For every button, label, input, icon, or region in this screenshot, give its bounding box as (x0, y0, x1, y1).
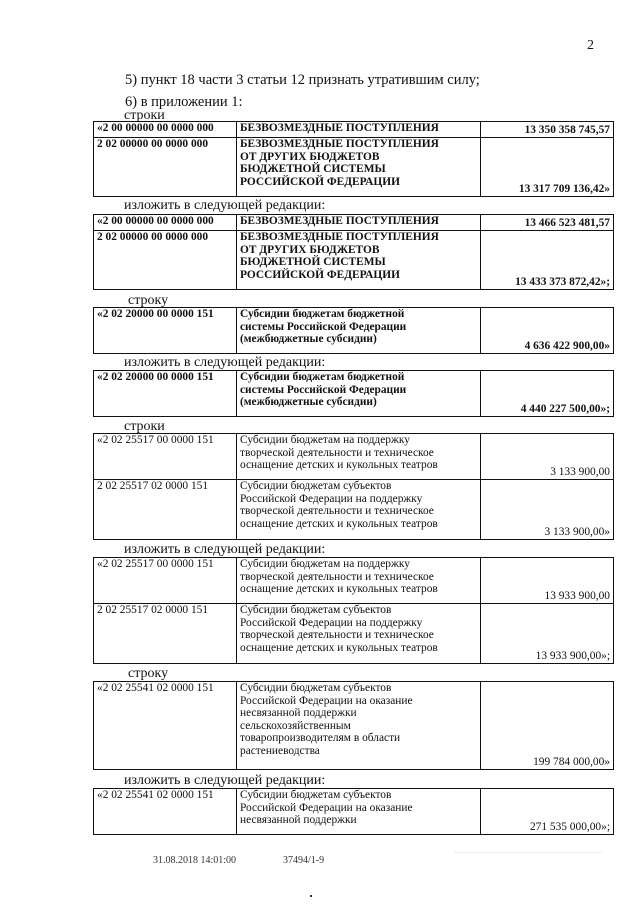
name-cell (237, 558, 481, 604)
name-line: БЕЗВОЗМЕЗДНЫЕ ПОСТУПЛЕНИЯ (240, 231, 439, 243)
name-cell (237, 480, 481, 540)
table-row (94, 682, 614, 770)
amount-cell: 3 133 900,00» (481, 480, 614, 540)
name-line: несвязанной поддержки (240, 814, 357, 827)
budget-table (93, 681, 614, 770)
name-line: Субсидии бюджетам субъектов (240, 604, 392, 616)
name-line: творческой деятельности и техническое (240, 629, 434, 642)
name-line: ОТ ДРУГИХ БЮДЖЕТОВ (240, 243, 380, 256)
amount-cell: 13 433 373 872,42»; (481, 231, 614, 290)
table-row (94, 138, 614, 197)
table-row (94, 308, 614, 354)
name-line: БЮДЖЕТНОЙ СИСТЕМЫ (240, 163, 386, 176)
budget-table (93, 214, 614, 290)
code-cell: «2 02 25517 00 0000 151 (94, 434, 237, 480)
block-label: строки (124, 419, 165, 434)
code-cell: «2 02 20000 00 0000 151 (94, 371, 237, 417)
name-line: БЕЗВОЗМЕЗДНЫЕ ПОСТУПЛЕНИЯ (240, 138, 439, 150)
footer-datetime: 31.08.2018 14:01:00 (153, 855, 237, 866)
name-line: (межбюджетные субсидии) (240, 333, 377, 346)
code-cell: 2 02 00000 00 0000 000 (94, 138, 237, 197)
name-line: Субсидии бюджетам бюджетной (240, 308, 405, 320)
name-cell (237, 138, 481, 197)
name-line: (межбюджетные субсидии) (240, 396, 377, 409)
name-cell (237, 789, 481, 835)
name-line: Российской Федерации на оказание (240, 801, 413, 814)
block-label: изложить в следующей редакции: (124, 198, 326, 213)
block-label: строки (124, 108, 165, 123)
amount-cell: 13 933 900,00»; (481, 604, 614, 664)
block-label: изложить в следующей редакции: (124, 542, 326, 557)
name-line: РОССИЙСКОЙ ФЕДЕРАЦИИ (240, 268, 400, 281)
block-label: строку (128, 666, 169, 681)
name-cell (237, 308, 481, 354)
name-line: БЕЗВОЗМЕЗДНЫЕ ПОСТУПЛЕНИЯ (240, 122, 439, 134)
name-line: Российской Федерации на поддержку (240, 492, 423, 505)
name-line: системы Российской Федерации (240, 383, 407, 396)
budget-table (93, 307, 614, 354)
name-cell (237, 604, 481, 664)
name-line: Субсидии бюджетам субъектов (240, 789, 392, 801)
amount-cell: 13 350 358 745,57 (481, 122, 614, 138)
budget-table (93, 788, 614, 835)
code-cell: «2 02 20000 00 0000 151 (94, 308, 237, 354)
name-line: оснащение детских и кукольных театров (240, 583, 438, 596)
paragraph-item-6: 6) в приложении 1: (125, 94, 243, 110)
name-cell (237, 682, 481, 770)
paragraph-item-5: 5) пункт 18 части 3 статьи 12 признать утратившим силу; (125, 72, 480, 88)
code-cell: 2 02 25517 02 0000 151 (94, 480, 237, 540)
name-line: оснащение детских и кукольных театров (240, 641, 438, 654)
block-label: строку (128, 293, 169, 308)
budget-table (93, 557, 614, 664)
name-line: творческой деятельности и техническое (240, 446, 434, 459)
table-row (94, 604, 614, 664)
code-cell: «2 02 25517 00 0000 151 (94, 558, 237, 604)
block-label: изложить в следующей редакции: (124, 355, 326, 370)
amount-cell: 199 784 000,00» (481, 682, 614, 770)
name-line: БЕЗВОЗМЕЗДНЫЕ ПОСТУПЛЕНИЯ (240, 215, 439, 227)
budget-table (93, 433, 614, 540)
amount-cell: 3 133 900,00 (481, 434, 614, 480)
name-cell (237, 215, 481, 231)
name-line: растениеводства (240, 744, 320, 757)
page-dot (310, 895, 312, 897)
name-line: системы Российской Федерации (240, 320, 407, 333)
name-line: РОССИЙСКОЙ ФЕДЕРАЦИИ (240, 175, 400, 188)
name-line: Субсидии бюджетам субъектов (240, 480, 392, 492)
name-line: сельскохозяйственным (240, 719, 351, 732)
footer-doc-id: 37494/1-9 (283, 855, 325, 866)
amount-cell: 271 535 000,00»; (481, 789, 614, 835)
amount-cell: 13 933 900,00 (481, 558, 614, 604)
name-line: несвязанной поддержки (240, 707, 357, 720)
name-line: Субсидии бюджетам бюджетной (240, 371, 405, 383)
amount-cell: 13 317 709 136,42» (481, 138, 614, 197)
block-label: изложить в следующей редакции: (124, 773, 326, 788)
table-row (94, 371, 614, 417)
budget-table (93, 121, 614, 197)
code-cell: 2 02 25517 02 0000 151 (94, 604, 237, 664)
table-row (94, 434, 614, 480)
footer-stamp-mark (454, 852, 604, 867)
name-line: творческой деятельности и техническое (240, 505, 434, 518)
name-line: Субсидии бюджетам на поддержку (240, 558, 410, 570)
name-cell (237, 434, 481, 480)
code-cell: «2 02 25541 02 0000 151 (94, 682, 237, 770)
table-row (94, 122, 614, 138)
table-row (94, 480, 614, 540)
name-line: оснащение детских и кукольных театров (240, 517, 438, 530)
name-line: ОТ ДРУГИХ БЮДЖЕТОВ (240, 150, 380, 163)
table-row (94, 558, 614, 604)
code-cell: «2 02 25541 02 0000 151 (94, 789, 237, 835)
name-cell (237, 371, 481, 417)
name-line: оснащение детских и кукольных театров (240, 459, 438, 472)
amount-cell: 4 636 422 900,00» (481, 308, 614, 354)
table-row (94, 231, 614, 290)
name-line: Российской Федерации на поддержку (240, 616, 423, 629)
amount-cell: 4 440 227 500,00»; (481, 371, 614, 417)
name-line: Российской Федерации на оказание (240, 694, 413, 707)
table-row (94, 789, 614, 835)
table-row (94, 215, 614, 231)
amount-cell: 13 466 523 481,57 (481, 215, 614, 231)
code-cell: 2 02 00000 00 0000 000 (94, 231, 237, 290)
name-cell (237, 122, 481, 138)
name-line: товаропроизводителям в области (240, 732, 401, 745)
page-number: 2 (587, 38, 594, 53)
name-cell (237, 231, 481, 290)
budget-table (93, 370, 614, 417)
name-line: Субсидии бюджетам субъектов (240, 682, 392, 694)
name-line: Субсидии бюджетам на поддержку (240, 434, 410, 446)
name-line: творческой деятельности и техническое (240, 570, 434, 583)
name-line: БЮДЖЕТНОЙ СИСТЕМЫ (240, 256, 386, 269)
code-cell: «2 00 00000 00 0000 000 (94, 122, 237, 138)
code-cell: «2 00 00000 00 0000 000 (94, 215, 237, 231)
